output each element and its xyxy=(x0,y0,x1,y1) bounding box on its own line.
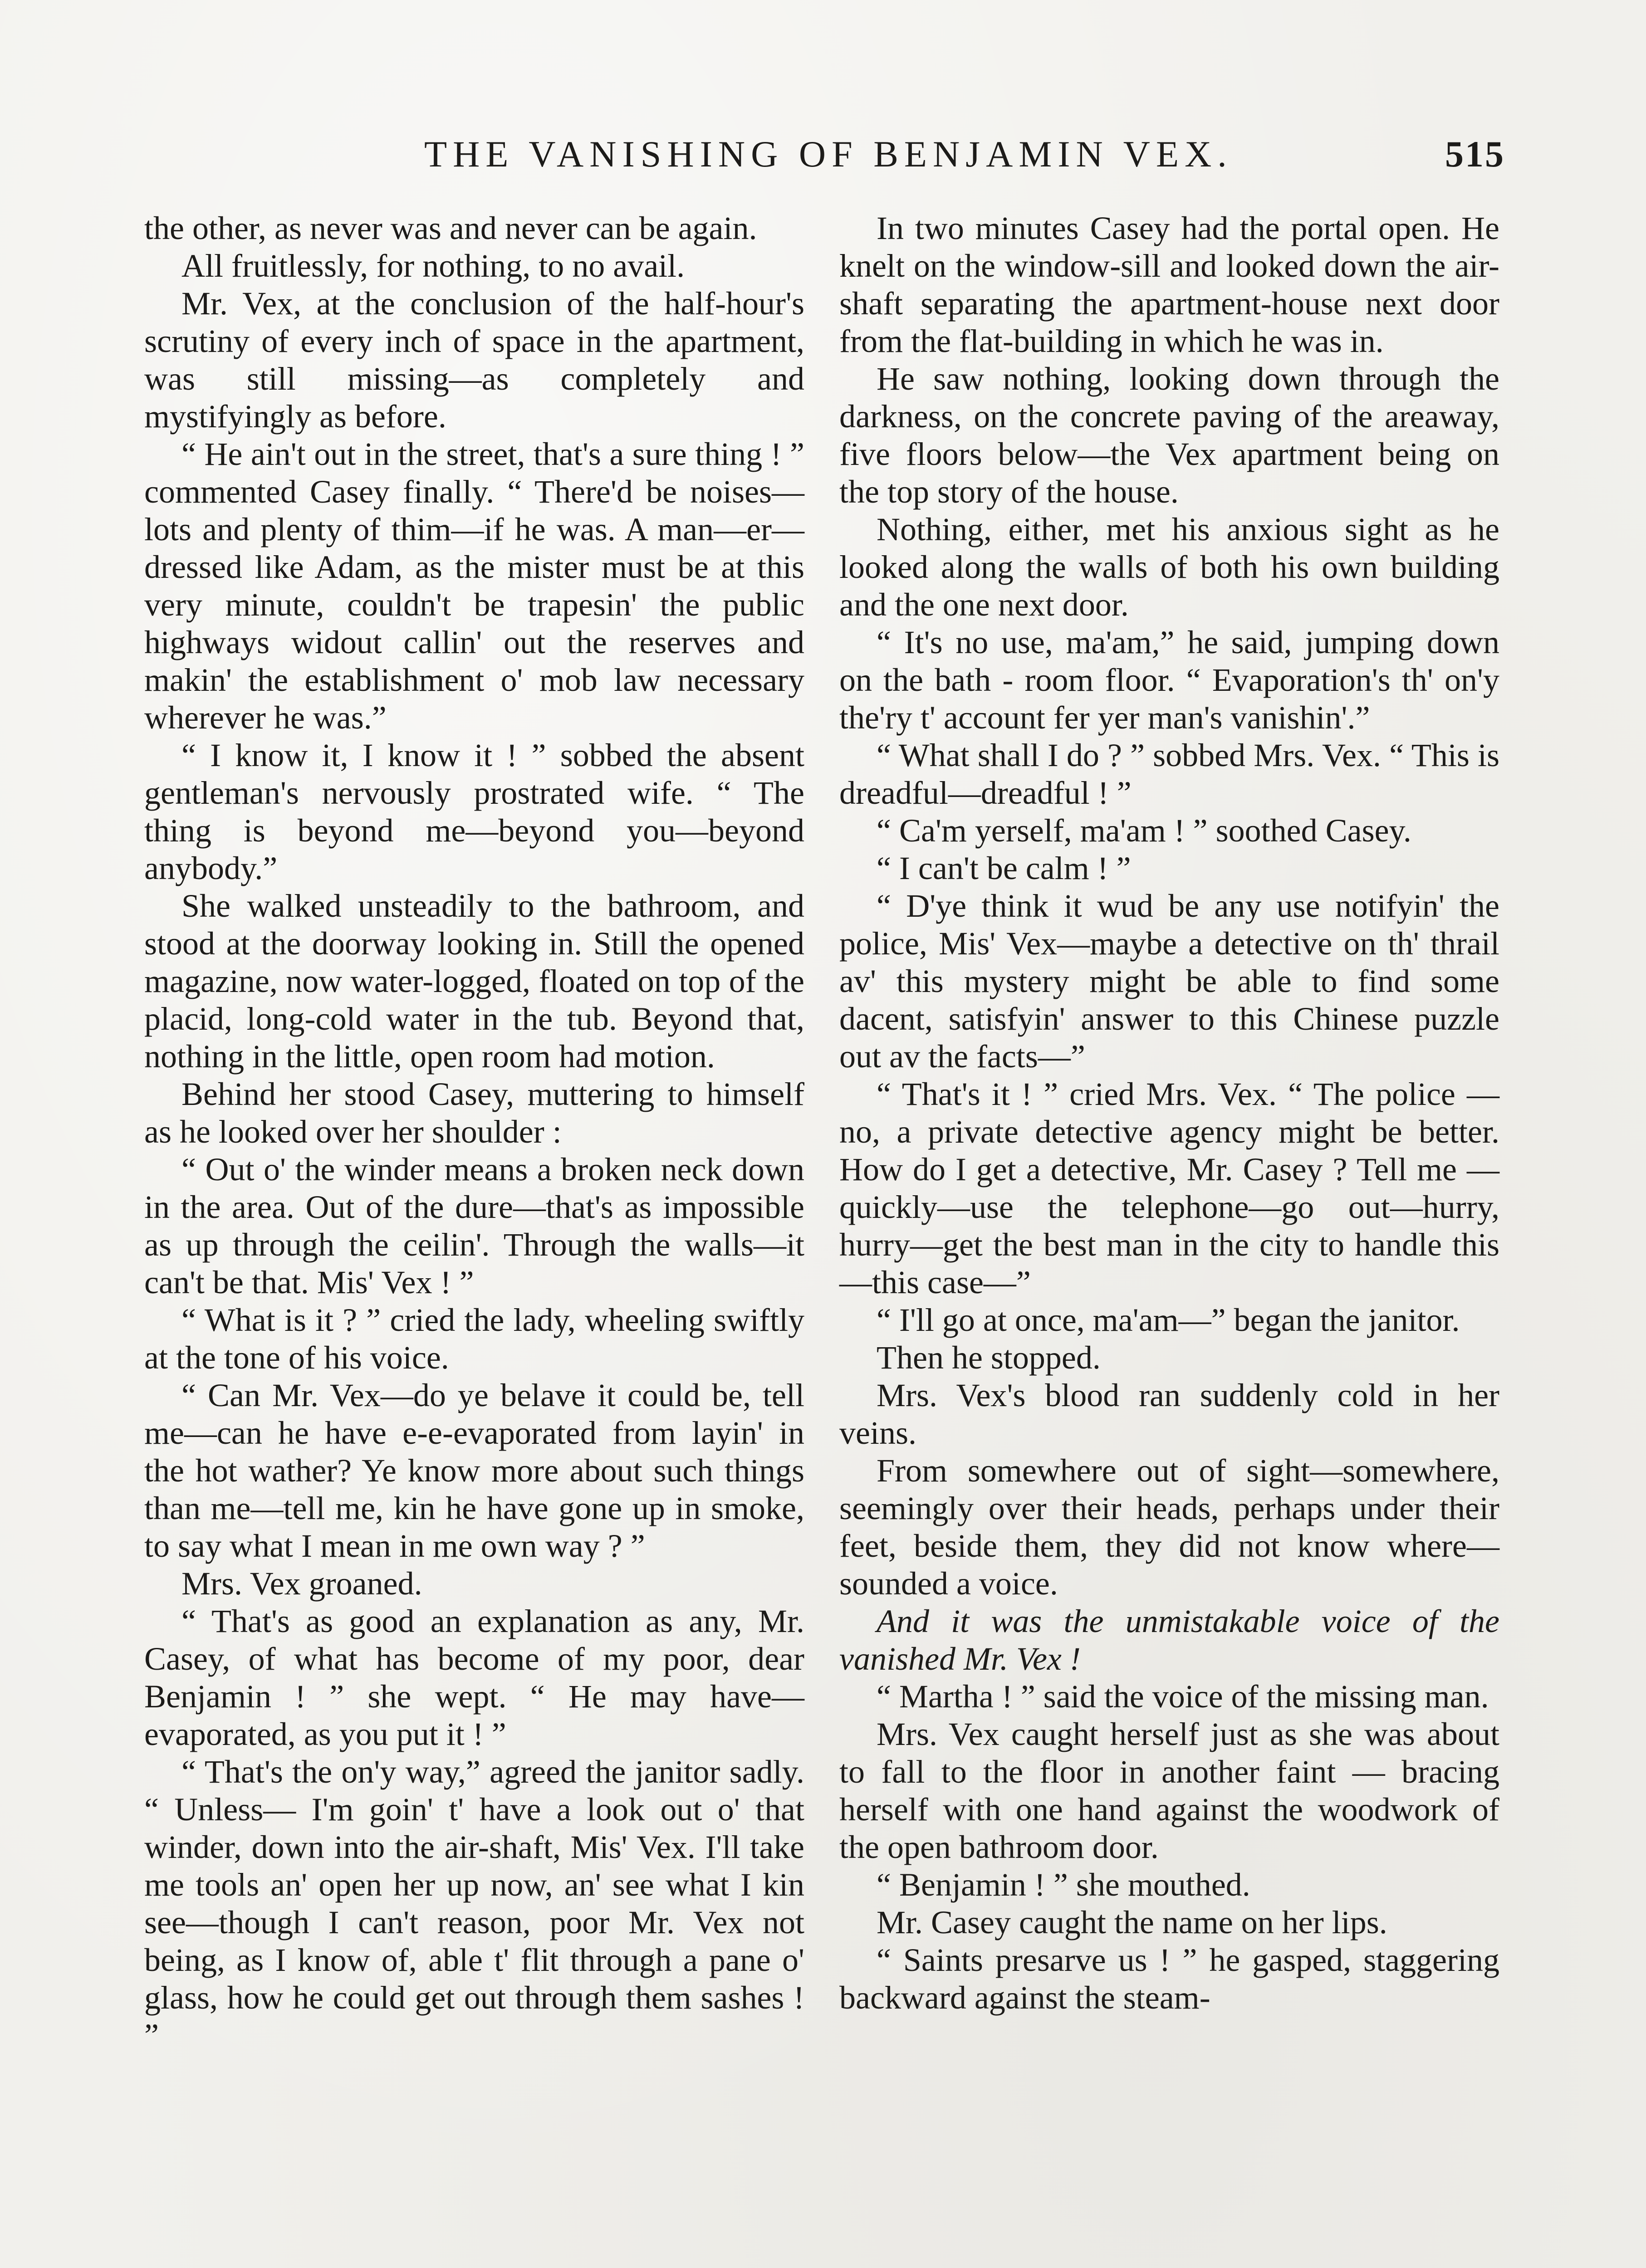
paragraph: All fruitlessly, for nothing, to no avail. xyxy=(181,248,685,284)
paragraph: Behind her stood Casey, muttering to himself as he looked over her shoulder : xyxy=(144,1076,804,1150)
paragraph: Mr. Casey caught the name on her lips. xyxy=(877,1904,1387,1941)
paragraph: “ Saints presarve us ! ” he gasped, staggering backward against the steam- xyxy=(839,1942,1499,2016)
paragraph: the other, as never was and never can be again. xyxy=(144,210,757,246)
paragraph: “ I can't be calm ! ” xyxy=(877,850,1131,886)
paragraph: Mrs. Vex caught herself just as she was about to fall to the floor in another faint — bracing herself with one hand against the woodwork of the open bathroom door. xyxy=(839,1716,1499,1865)
paragraph: “ Martha ! ” said the voice of the missing man. xyxy=(877,1678,1489,1715)
paragraph: “ That's the on'y way,” agreed the janitor sadly. “ Unless— I'm goin' t' have a look out o' that winder, down into the air-shaft, Mis' Vex. I'll take me tools an' open her up now, an' see what I kin see—though I can't reason, poor Mr. Vex not being, as I know of, able t' flit through a pane o' glass, how he could get out through them sashes ! ” xyxy=(144,1754,804,2053)
paragraph: “ Out o' the winder means a broken neck down in the area. Out of the dure—that's as impossible as up through the ceilin'. Through the walls—it can't be that. Mis' Vex ! ” xyxy=(144,1151,804,1300)
paragraph: Mrs. Vex groaned. xyxy=(181,1565,422,1602)
paragraph: “ He ain't out in the street, that's a sure thing ! ” commented Casey finally. “ There'd be noises—lots and plenty of thim—if he was. A man—er—dressed like Adam, as the mister must be at this very minute, couldn't be trapesin' the public highways widout callin' out the reserves and makin' the establishment o' mob law necessary wherever he was.” xyxy=(144,436,804,736)
paragraph: “ That's as good an explanation as any, Mr. Casey, of what has become of my poor, dear Benjamin ! ” she wept. “ He may have—evaporated, as you put it ! ” xyxy=(144,1603,804,1752)
paragraph: “ What shall I do ? ” sobbed Mrs. Vex. “ This is dreadful—dreadful ! ” xyxy=(839,737,1499,811)
paragraph: Mrs. Vex's blood ran suddenly cold in her veins. xyxy=(839,1377,1499,1451)
paragraph: “ D'ye think it wud be any use notifyin' the police, Mis' Vex—maybe a detective on th' thrail av' this mystery might be able to find some dacent, satisfyin' answer to this Chinese puzzle out av the facts—” xyxy=(839,888,1499,1075)
running-head xyxy=(0,129,1646,179)
paragraph: From somewhere out of sight—somewhere, seemingly over their heads, perhaps under their feet, beside them, they did not know where—sounded a voice. xyxy=(839,1452,1499,1602)
right-text-column xyxy=(839,210,1499,2017)
paragraph: “ That's it ! ” cried Mrs. Vex. “ The police — no, a private detective agency might be better. How do I get a detective, Mr. Casey ? Tell me — quickly—use the telephone—go out—hurry, hurry—get the best man in the city to handle this—this case—” xyxy=(839,1076,1499,1300)
paragraph: “ I'll go at once, ma'am—” began the janitor. xyxy=(877,1302,1460,1338)
left-text-column xyxy=(144,210,804,2054)
paragraph: She walked unsteadily to the bathroom, and stood at the doorway looking in. Still the opened magazine, now water-logged, floated on top of the placid, long-cold water in the tub. Beyond that, nothing in the little, open room had motion. xyxy=(144,888,804,1075)
paragraph: “ Benjamin ! ” she mouthed. xyxy=(877,1867,1250,1903)
paragraph: Then he stopped. xyxy=(877,1339,1101,1376)
paragraph: “ Ca'm yerself, ma'am ! ” soothed Casey. xyxy=(877,812,1411,849)
running-title: THE VANISHING OF BENJAMIN VEX. xyxy=(424,133,1233,175)
page-number: 515 xyxy=(1445,133,1505,175)
paragraph: “ I know it, I know it ! ” sobbed the absent gentleman's nervously prostrated wife. “ The thing is beyond me—beyond you—beyond anybody.” xyxy=(144,737,804,886)
paragraph: Mr. Vex, at the conclusion of the half-hour's scrutiny of every inch of space in the apartment, was still missing—as completely and mystifyingly as before. xyxy=(144,285,804,435)
paragraph: In two minutes Casey had the portal open. He knelt on the window-sill and looked down the air-shaft separating the apartment-house next door from the flat-building in which he was in. xyxy=(839,210,1499,359)
paragraph: He saw nothing, looking down through the darkness, on the concrete paving of the areaway, five floors below—the Vex apartment being on the top story of the house. xyxy=(839,361,1499,510)
italic-paragraph: And it was the unmistakable voice of the vanished Mr. Vex ! xyxy=(839,1603,1499,1677)
paragraph: “ What is it ? ” cried the lady, wheeling swiftly at the tone of his voice. xyxy=(144,1302,804,1376)
paragraph: Nothing, either, met his anxious sight as he looked along the walls of both his own building and the one next door. xyxy=(839,511,1499,623)
paragraph: “ It's no use, ma'am,” he said, jumping down on the bath - room floor. “ Evaporation's th' on'y the'ry t' account fer yer man's vanishin'.” xyxy=(839,624,1499,736)
paragraph: “ Can Mr. Vex—do ye belave it could be, tell me—can he have e-e-evaporated from layin' in the hot wather? Ye know more about such things than me—tell me, kin he have gone up in smoke, to say what I mean in me own way ? ” xyxy=(144,1377,804,1564)
